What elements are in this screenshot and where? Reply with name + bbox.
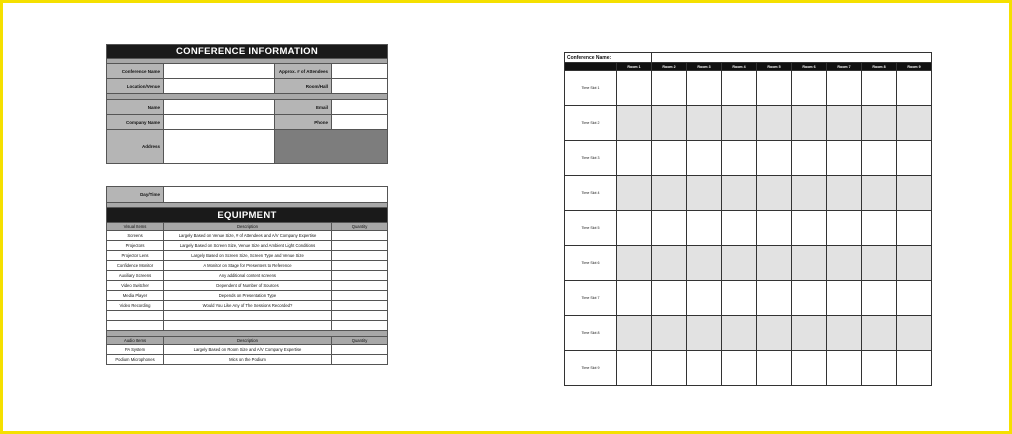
schedule-cell[interactable]: [722, 316, 757, 351]
schedule-cell[interactable]: [722, 71, 757, 106]
schedule-cell[interactable]: [862, 71, 897, 106]
item-cell: Projector Lens: [107, 251, 164, 261]
schedule-cell[interactable]: [617, 211, 652, 246]
quantity-cell[interactable]: [332, 345, 388, 355]
item-cell: PA System: [107, 345, 164, 355]
item-cell: Media Player: [107, 291, 164, 301]
schedule-cell[interactable]: [897, 176, 932, 211]
schedule-cell[interactable]: [827, 246, 862, 281]
time-slot-label: Time Slot 8: [565, 316, 617, 351]
item-cell[interactable]: [107, 321, 164, 331]
table-row: [107, 251, 388, 261]
room-label: Room/Hall: [275, 79, 332, 94]
schedule-cell[interactable]: [897, 246, 932, 281]
table-row: [107, 321, 388, 331]
quantity-cell[interactable]: [332, 251, 388, 261]
description-cell: A Monitor on Stage for Presenters to Reference: [164, 261, 332, 271]
room-header: Room 4: [722, 63, 757, 71]
table-row: [107, 261, 388, 271]
equipment-table: [106, 186, 388, 365]
schedule-cell[interactable]: [792, 351, 827, 386]
schedule-cell[interactable]: [897, 351, 932, 386]
name-label: Name: [107, 100, 164, 115]
schedule-cell[interactable]: [827, 141, 862, 176]
schedule-cell[interactable]: [722, 281, 757, 316]
schedule-cell[interactable]: [792, 106, 827, 141]
schedule-cell[interactable]: [897, 141, 932, 176]
day-time-field[interactable]: [164, 187, 388, 203]
conference-information-table: [106, 44, 388, 164]
company-label: Company Name: [107, 115, 164, 130]
schedule-cell[interactable]: [722, 141, 757, 176]
schedule-cell[interactable]: [722, 246, 757, 281]
location-field[interactable]: [164, 79, 275, 94]
room-field[interactable]: [332, 79, 388, 94]
schedule-cell[interactable]: [757, 141, 792, 176]
table-row: [107, 301, 388, 311]
address-filler: [275, 130, 388, 164]
description-cell[interactable]: [164, 311, 332, 321]
room-header: Room 9: [897, 63, 932, 71]
time-slot-label: Time Slot 2: [565, 106, 617, 141]
schedule-cell[interactable]: [757, 281, 792, 316]
schedule-cell[interactable]: [652, 246, 687, 281]
schedule-cell[interactable]: [862, 176, 897, 211]
room-header: Room 7: [827, 63, 862, 71]
description-cell: Any additional content screens: [164, 271, 332, 281]
schedule-cell[interactable]: [862, 281, 897, 316]
description-cell[interactable]: [164, 321, 332, 331]
equipment-title: EQUIPMENT: [107, 208, 388, 223]
time-slot-label: Time Slot 7: [565, 281, 617, 316]
schedule-cell[interactable]: [687, 176, 722, 211]
schedule-cell[interactable]: [617, 316, 652, 351]
schedule-conference-name-field[interactable]: [652, 53, 932, 63]
schedule-cell[interactable]: [652, 106, 687, 141]
quantity-cell[interactable]: [332, 261, 388, 271]
company-field[interactable]: [164, 115, 275, 130]
schedule-cell[interactable]: [652, 316, 687, 351]
schedule-cell[interactable]: [652, 71, 687, 106]
schedule-cell[interactable]: [687, 351, 722, 386]
schedule-cell[interactable]: [792, 281, 827, 316]
schedule-cell[interactable]: [827, 281, 862, 316]
schedule-cell[interactable]: [687, 211, 722, 246]
schedule-cell[interactable]: [722, 176, 757, 211]
time-slot-row: [565, 176, 932, 211]
schedule-cell[interactable]: [757, 246, 792, 281]
room-header-row: [565, 63, 932, 71]
description-header: Description: [164, 223, 332, 231]
quantity-cell[interactable]: [332, 281, 388, 291]
item-cell: Projectors: [107, 241, 164, 251]
quantity-cell[interactable]: [332, 291, 388, 301]
address-field[interactable]: [164, 130, 275, 164]
schedule-conference-name-label: Conference Name:: [565, 53, 652, 63]
schedule-cell[interactable]: [687, 246, 722, 281]
item-cell[interactable]: [107, 311, 164, 321]
schedule-cell[interactable]: [652, 176, 687, 211]
time-slot-label: Time Slot 4: [565, 176, 617, 211]
time-slot-label: Time Slot 3: [565, 141, 617, 176]
conference-info-title: CONFERENCE INFORMATION: [107, 45, 388, 59]
schedule-cell[interactable]: [687, 106, 722, 141]
table-row: [107, 241, 388, 251]
table-row: [107, 271, 388, 281]
description-cell: Largely Based on Room Size and A/V Company Expertise: [164, 345, 332, 355]
description-cell: Dependent of Number of Sources: [164, 281, 332, 291]
schedule-cell[interactable]: [792, 316, 827, 351]
schedule-cell[interactable]: [687, 281, 722, 316]
schedule-cell[interactable]: [722, 106, 757, 141]
schedule-cell[interactable]: [687, 71, 722, 106]
quantity-cell[interactable]: [332, 271, 388, 281]
schedule-cell[interactable]: [897, 71, 932, 106]
schedule-cell[interactable]: [757, 71, 792, 106]
quantity-header: Quantity: [332, 223, 388, 231]
phone-field[interactable]: [332, 115, 388, 130]
schedule-cell[interactable]: [652, 211, 687, 246]
phone-label: Phone: [275, 115, 332, 130]
visual-items-header: Visual Items: [107, 223, 164, 231]
corner-cell: [565, 63, 617, 71]
description-cell: Largely Based on Screen Size, Screen Type and Venue Size: [164, 251, 332, 261]
item-cell: Screens: [107, 231, 164, 241]
time-slot-row: [565, 141, 932, 176]
time-slot-label: Time Slot 5: [565, 211, 617, 246]
schedule-cell[interactable]: [652, 141, 687, 176]
schedule-cell[interactable]: [897, 211, 932, 246]
quantity-cell[interactable]: [332, 231, 388, 241]
conference-name-field[interactable]: [164, 64, 275, 79]
description-cell: Mics on the Podium: [164, 355, 332, 365]
address-label: Address: [107, 130, 164, 164]
quantity-cell[interactable]: [332, 301, 388, 311]
schedule-cell[interactable]: [862, 106, 897, 141]
schedule-cell[interactable]: [757, 316, 792, 351]
audio-items-header: Audio Items: [107, 337, 164, 345]
attendees-label: Approx. # of Attendees: [275, 64, 332, 79]
table-row: [107, 291, 388, 301]
schedule-cell[interactable]: [897, 106, 932, 141]
table-row: [107, 355, 388, 365]
room-header: Room 1: [617, 63, 652, 71]
schedule-cell[interactable]: [862, 211, 897, 246]
schedule-cell[interactable]: [617, 246, 652, 281]
schedule-cell[interactable]: [722, 211, 757, 246]
schedule-cell[interactable]: [897, 281, 932, 316]
item-cell: Video Switcher: [107, 281, 164, 291]
schedule-cell[interactable]: [617, 176, 652, 211]
schedule-cell[interactable]: [757, 211, 792, 246]
schedule-cell[interactable]: [862, 141, 897, 176]
quantity-cell[interactable]: [332, 355, 388, 365]
schedule-cell[interactable]: [792, 176, 827, 211]
schedule-cell[interactable]: [827, 211, 862, 246]
schedule-cell[interactable]: [652, 281, 687, 316]
room-header: Room 6: [792, 63, 827, 71]
time-slot-row: [565, 71, 932, 106]
schedule-cell[interactable]: [827, 71, 862, 106]
schedule-cell[interactable]: [792, 246, 827, 281]
conference-name-label: Conference Name: [107, 64, 164, 79]
schedule-cell[interactable]: [617, 351, 652, 386]
room-header: Room 2: [652, 63, 687, 71]
schedule-cell[interactable]: [617, 71, 652, 106]
quantity-cell[interactable]: [332, 311, 388, 321]
room-header: Room 3: [687, 63, 722, 71]
schedule-cell[interactable]: [792, 71, 827, 106]
time-slot-row: [565, 316, 932, 351]
description-cell: Largely Based on Screen Size, Venue Size and Ambient Light Conditions: [164, 241, 332, 251]
schedule-cell[interactable]: [687, 141, 722, 176]
name-field[interactable]: [164, 100, 275, 115]
schedule-cell[interactable]: [827, 351, 862, 386]
schedule-cell[interactable]: [687, 316, 722, 351]
schedule-cell[interactable]: [722, 351, 757, 386]
email-field[interactable]: [332, 100, 388, 115]
time-slot-row: [565, 281, 932, 316]
time-slot-row: [565, 106, 932, 141]
table-row: [107, 311, 388, 321]
schedule-cell[interactable]: [617, 106, 652, 141]
time-slot-label: Time Slot 6: [565, 246, 617, 281]
description-cell: Depends on Presentation Type: [164, 291, 332, 301]
table-row: [107, 281, 388, 291]
time-slot-row: [565, 246, 932, 281]
schedule-cell[interactable]: [617, 281, 652, 316]
schedule-cell[interactable]: [827, 106, 862, 141]
time-slot-row: [565, 351, 932, 386]
schedule-cell[interactable]: [652, 351, 687, 386]
schedule-cell[interactable]: [757, 351, 792, 386]
day-time-label: Day/Time: [107, 187, 164, 203]
schedule-table: [564, 52, 932, 386]
email-label: Email: [275, 100, 332, 115]
item-cell: Confidence Monitor: [107, 261, 164, 271]
quantity-header: Quantity: [332, 337, 388, 345]
description-cell: Would You Like Any of The Sessions Recorded?: [164, 301, 332, 311]
schedule-cell[interactable]: [827, 176, 862, 211]
table-row: [107, 231, 388, 241]
schedule-cell[interactable]: [757, 106, 792, 141]
description-header: Description: [164, 337, 332, 345]
description-cell: Largely Based on Venue Size, # of Attendees and A/V Company Expertise: [164, 231, 332, 241]
room-header: Room 8: [862, 63, 897, 71]
item-cell: Auxiliary Screens: [107, 271, 164, 281]
schedule-cell[interactable]: [862, 316, 897, 351]
room-header: Room 5: [757, 63, 792, 71]
time-slot-label: Time Slot 1: [565, 71, 617, 106]
item-cell: Video Recording: [107, 301, 164, 311]
item-cell: Podium Microphones: [107, 355, 164, 365]
schedule-cell[interactable]: [827, 316, 862, 351]
table-row: [107, 345, 388, 355]
attendees-field[interactable]: [332, 64, 388, 79]
quantity-cell[interactable]: [332, 241, 388, 251]
schedule-cell[interactable]: [897, 316, 932, 351]
schedule-cell[interactable]: [792, 211, 827, 246]
time-slot-row: [565, 211, 932, 246]
time-slot-label: Time Slot 9: [565, 351, 617, 386]
schedule-cell[interactable]: [617, 141, 652, 176]
location-label: Location/Venue: [107, 79, 164, 94]
schedule-cell[interactable]: [757, 176, 792, 211]
schedule-cell[interactable]: [862, 246, 897, 281]
schedule-cell[interactable]: [792, 141, 827, 176]
quantity-cell[interactable]: [332, 321, 388, 331]
schedule-cell[interactable]: [862, 351, 897, 386]
